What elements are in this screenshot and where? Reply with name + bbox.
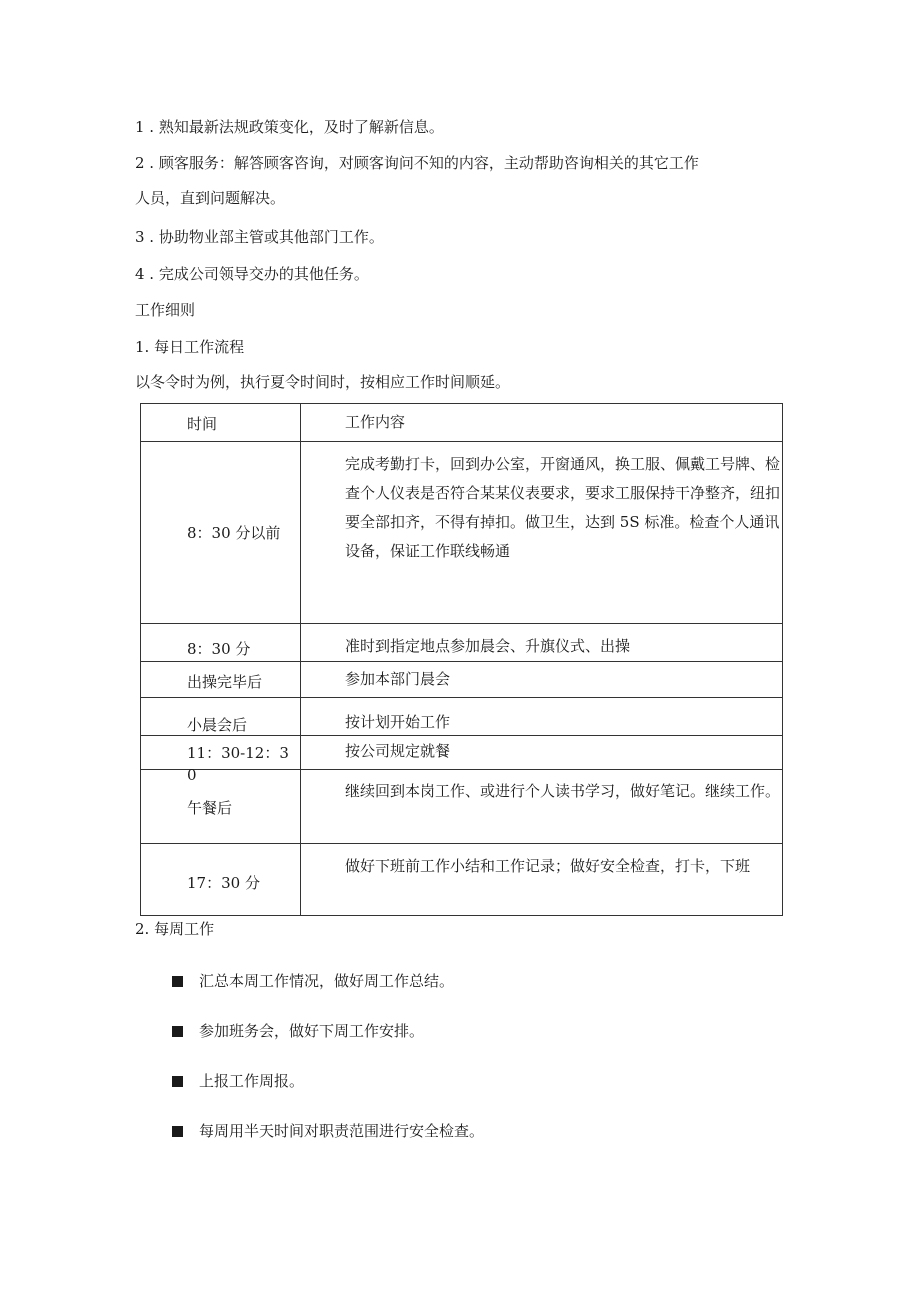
duty-item-4: 4 . 完成公司领导交办的其他任务。 — [135, 265, 369, 283]
bullet-square-icon — [172, 1076, 183, 1087]
weekly-title: 2. 每周工作 — [135, 920, 215, 938]
table-row — [141, 770, 783, 844]
list-item — [172, 1121, 484, 1141]
list-item — [172, 971, 454, 991]
content-cell — [301, 624, 783, 661]
time-cell — [141, 662, 301, 697]
content-value: 准时到指定地点参加晨会、升旗仪式、出操 — [345, 637, 631, 655]
table-row — [141, 844, 783, 916]
table-row — [141, 662, 783, 698]
content-cell — [301, 770, 783, 843]
table-row — [141, 624, 783, 662]
time-cell — [141, 736, 301, 784]
list-item — [172, 1071, 304, 1091]
content-value: 按计划开始工作 — [345, 713, 451, 731]
time-value: 8：30 分以前 — [187, 524, 281, 542]
bullet-square-icon — [172, 976, 183, 987]
bullet-square-icon — [172, 1126, 183, 1137]
time-value: 11：30-12：30 — [187, 744, 289, 784]
weekly-item-text: 上报工作周报。 — [199, 1072, 305, 1090]
content-cell — [301, 736, 783, 769]
time-cell — [141, 698, 301, 735]
duty-item-3: 3 . 协助物业部主管或其他部门工作。 — [135, 228, 384, 246]
weekly-item-text: 每周用半天时间对职责范围进行安全检查。 — [199, 1122, 485, 1140]
daily-intro: 以冬令时为例，执行夏令时间时，按相应工作时间顺延。 — [135, 373, 511, 391]
time-value: 午餐后 — [187, 799, 233, 817]
daily-schedule-table — [140, 403, 783, 916]
duty-item-2: 2 . 顾客服务：解答顾客咨询，对顾客询问不知的内容，主动帮助咨询相关的其它工作 — [135, 154, 699, 172]
time-cell — [141, 442, 301, 623]
header-time-cell — [141, 404, 301, 441]
weekly-item-text: 参加班务会，做好下周工作安排。 — [199, 1022, 425, 1040]
time-value: 17：30 分 — [187, 874, 260, 892]
content-value: 做好下班前工作小结和工作记录；做好安全检查，打卡，下班 — [345, 857, 751, 875]
table-row — [141, 698, 783, 736]
content-value: 完成考勤打卡，回到办公室，开窗通风，换工服、佩戴工号牌、检查个人仪表是否符合某某仪表要求，要求工服保持干净整齐，纽扣要全部扣齐，不得有掉扣。做卫生，达到 5S 标准。检查个人通讯设备，保证工作联线畅通 — [345, 455, 781, 560]
content-cell — [301, 844, 783, 915]
time-value: 小晨会后 — [187, 716, 248, 734]
duty-item-2-continued: 人员，直到问题解决。 — [135, 189, 286, 207]
duty-item-1: 1 . 熟知最新法规政策变化，及时了解新信息。 — [135, 118, 444, 136]
table-header-row — [141, 404, 783, 442]
header-time: 时间 — [187, 415, 218, 433]
time-cell — [141, 624, 301, 661]
content-cell — [301, 698, 783, 735]
table-row — [141, 736, 783, 784]
section-title: 工作细则 — [135, 301, 196, 319]
table-row — [141, 442, 783, 624]
content-cell — [301, 662, 783, 697]
time-cell — [141, 770, 301, 843]
time-value: 8：30 分 — [187, 640, 251, 658]
header-content-cell — [301, 404, 783, 441]
time-cell — [141, 844, 301, 915]
content-value: 继续回到本岗工作、或进行个人读书学习，做好笔记。继续工作。 — [345, 782, 781, 800]
bullet-square-icon — [172, 1026, 183, 1037]
list-item — [172, 1021, 424, 1041]
content-cell — [301, 442, 783, 623]
content-value: 参加本部门晨会 — [345, 670, 451, 688]
content-value: 按公司规定就餐 — [345, 742, 451, 760]
time-value: 出操完毕后 — [187, 673, 263, 691]
weekly-item-text: 汇总本周工作情况，做好周工作总结。 — [199, 972, 455, 990]
daily-title: 1. 每日工作流程 — [135, 338, 245, 356]
header-content: 工作内容 — [345, 413, 406, 431]
